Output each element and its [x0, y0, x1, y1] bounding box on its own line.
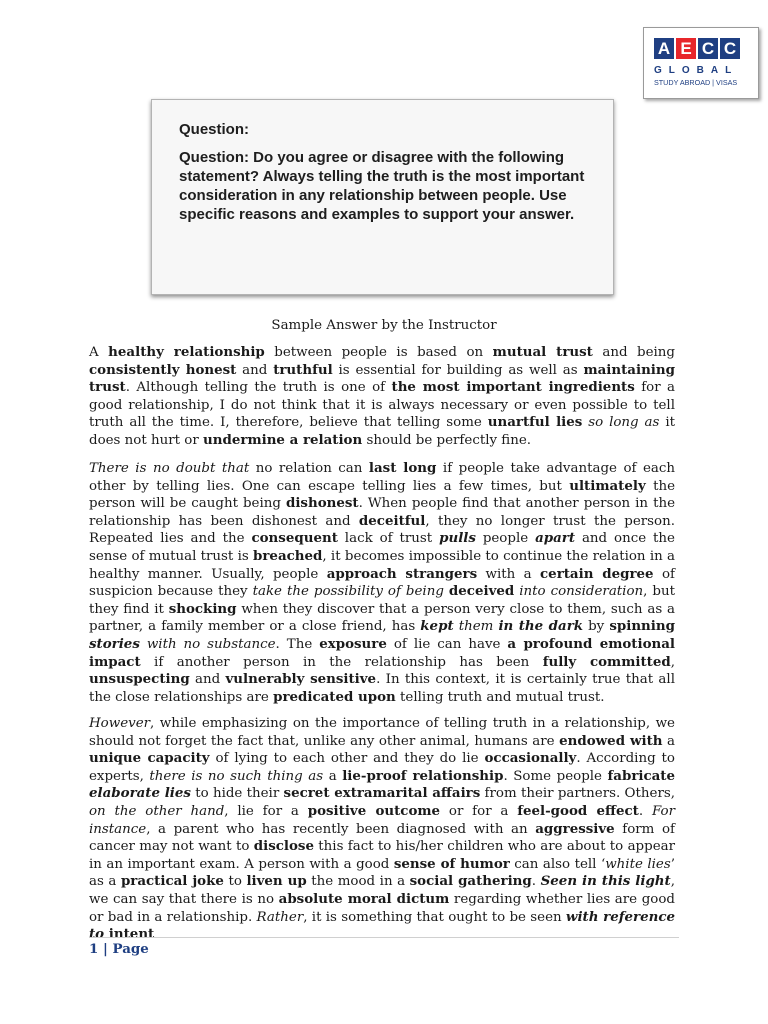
question-heading: Question: [179, 121, 249, 138]
aecc-global-logo [643, 27, 759, 99]
footer-divider [89, 937, 679, 938]
logo-letters [654, 38, 740, 59]
logo-letter-e: E [676, 38, 696, 59]
logo-letter-c1: C [698, 38, 718, 59]
logo-letter-c2: C [720, 38, 740, 59]
page-label: Page [112, 941, 149, 957]
logo-global-text: GLOBAL [654, 65, 739, 76]
page-footer: 1 | Page [89, 941, 149, 957]
sample-answer-title: Sample Answer by the Instructor [271, 318, 497, 333]
question-box [151, 99, 614, 295]
answer-paragraph-2: There is no doubt that no relation can last long if people take advantage of each other by telling lies. One can escape telling lies a few times, but ultimately the person will be caught being dishonest. When people find that another person in the relationship has been dishonest and deceitful, they no longer trust the person. Repeated lies and the consequent lack of trust pulls people apart and once the sense of mutual trust is breached, it becomes impossible to continue the relation in a healthy manner. Usually, people approach strangers with a certain degree of suspicion because they take the possibility of being deceived into consideration, but they find it shocking when they discover that a person very close to them, such as a partner, a family member or a close friend, has kept them in the dark by spinning stories with no substance. The exposure of lie can have a profound emotional impact if another person in the relationship has been fully committed, unsuspecting and vulnerably sensitive. In this context, it is certainly true that all the close relationships are predicated upon telling truth and mutual trust. [89, 460, 676, 705]
logo-letter-a: A [654, 38, 674, 59]
page-number: 1 [89, 941, 99, 957]
answer-paragraph-3: However, while emphasizing on the importance of telling truth in a relationship, we should not forget the fact that, unlike any other animal, humans are endowed with a unique capacity of lying to each other and they do lie occasionally. According to experts, there is no such thing as a lie-proof relationship. Some people fabricate elaborate lies to hide their secret extramarital affairs from their partners. Others, on the other hand, lie for a positive outcome or for a feel-good effect. For instance, a parent who has recently been diagnosed with an aggressive form of cancer may not want to disclose this fact to his/her children who are about to appear in an important exam. A person with a good sense of humor can also tell ‘white lies’ as a practical joke to liven up the mood in a social gathering. Seen in this light, we can say that there is no absolute moral dictum regarding whether lies are good or bad in a relationship. Rather, it is something that ought to be seen with reference to intent [89, 716, 676, 943]
logo-tagline: STUDY ABROAD | VISAS [654, 78, 738, 87]
question-text: Question: Do you agree or disagree with the following statement? Always telling the truth is the most important consideration in any relationship between people. Use specific reasons and examples to support your answer. [179, 149, 585, 223]
answer-paragraph-1: A healthy relationship between people is based on mutual trust and being consistently honest and truthful is essential for building as well as maintaining trust. Although telling the truth is one of the most important ingredients for a good relationship, I do not think that it is always necessary or even possible to tell truth all the time. I, therefore, believe that telling some unartful lies so long as it does not hurt or undermine a relation should be perfectly fine. [89, 344, 676, 448]
